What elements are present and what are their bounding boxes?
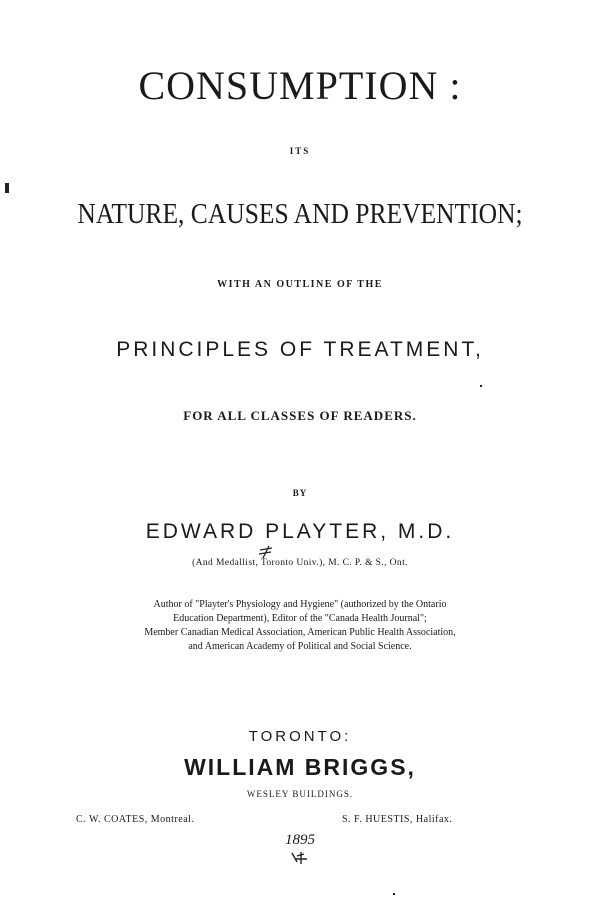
principles-line: PRINCIPLES OF TREATMENT, — [116, 338, 484, 361]
scan-speck — [480, 385, 482, 387]
publisher-name: WILLIAM BRIGGS, — [184, 754, 416, 780]
its-line: ITS — [289, 146, 311, 156]
publisher-building: WESLEY BUILDINGS. — [246, 789, 354, 799]
pen-mark-icon — [258, 545, 274, 559]
by-line: BY — [292, 488, 308, 498]
scribble-icon — [289, 850, 311, 866]
author-name: EDWARD PLAYTER, M.D. — [145, 520, 455, 543]
agent-halifax: S. F. HUESTIS, Halifax. — [342, 814, 453, 825]
bio-line: Education Department), Editor of the "Canada Health Journal"; — [173, 613, 427, 624]
publication-year: 1895 — [285, 832, 315, 848]
book-subtitle: NATURE, CAUSES AND PREVENTION; — [77, 198, 523, 230]
scan-speck — [393, 893, 395, 895]
book-title: CONSUMPTION : — [138, 63, 462, 108]
author-bio — [60, 598, 540, 654]
bio-line: Member Canadian Medical Association, American Public Health Association, — [144, 627, 456, 638]
agent-montreal: C. W. COATES, Montreal. — [76, 814, 195, 825]
author-credentials: (And Medallist, Toronto Univ.), M. C. P. & S., Ont. — [192, 558, 408, 568]
bio-line: and American Academy of Political and Social Science. — [188, 641, 412, 652]
readers-line: FOR ALL CLASSES OF READERS. — [183, 408, 417, 423]
outline-line: WITH AN OUTLINE OF THE — [217, 279, 383, 290]
publisher-city: TORONTO: — [248, 728, 352, 745]
bio-line: Author of "Playter's Physiology and Hygiene" (authorized by the Ontario — [153, 599, 447, 610]
scan-speck — [5, 183, 9, 193]
